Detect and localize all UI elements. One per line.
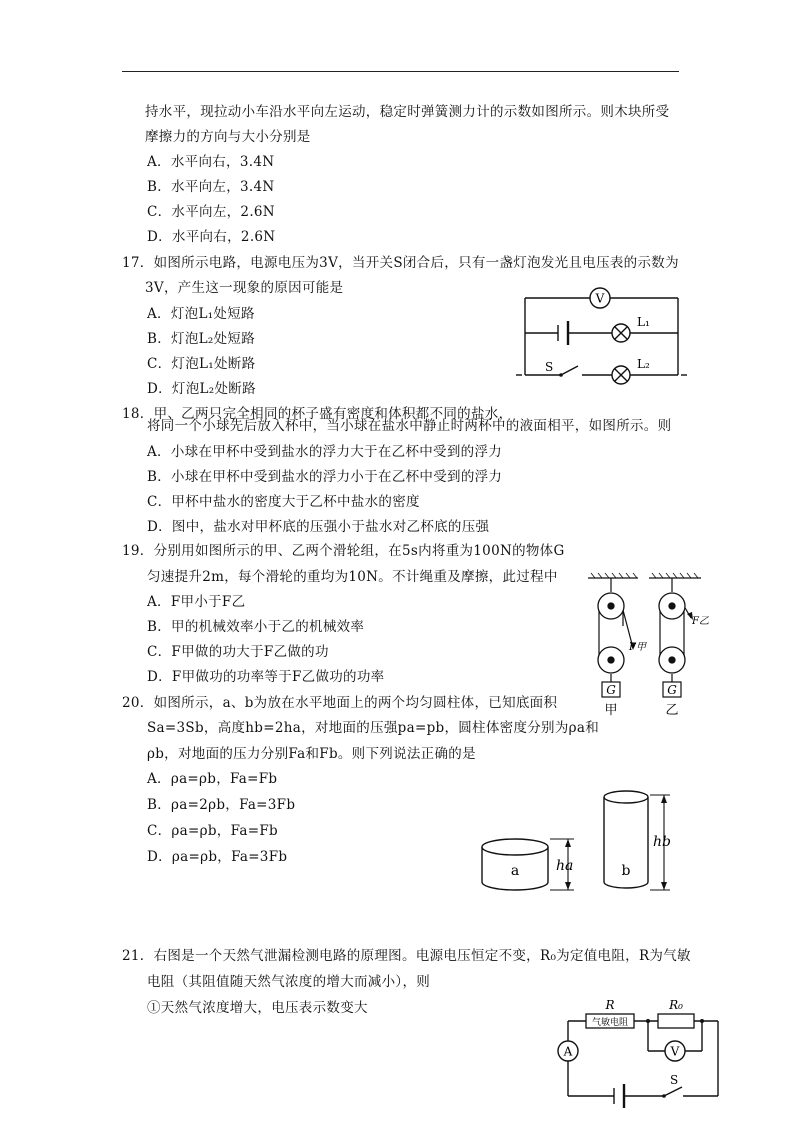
height-b-label: hb (653, 834, 671, 850)
height-a-label: ha (556, 858, 574, 874)
q17-circuit-diagram (510, 283, 695, 388)
switch-label: S (545, 360, 554, 374)
svg-text:气敏电阻: 气敏电阻 (591, 1018, 629, 1028)
q20-option-b: B．ρa=2ρb，Fa=3Fb (147, 797, 296, 813)
lamp-l2-icon (612, 366, 630, 384)
q20-option-c: C．ρa=ρb，Fa=Fb (147, 823, 278, 839)
gas-sensor-resistor (586, 1014, 634, 1028)
force-left-label: F甲 (629, 642, 646, 653)
q21-line-1: 21．右图是一个天然气泄漏检测电路的原理图。电源电压恒定不变，R₀为定值电阻，R为气敏 (122, 948, 691, 964)
q21-line-3: ①天然气浓度增大，电压表示数变大 (147, 1000, 368, 1016)
ammeter-icon (558, 1041, 578, 1061)
q18-option-b: B．小球在甲杯中受到盐水的浮力小于在乙杯中受到的浮力 (147, 469, 503, 485)
pulley-left-fixed-icon (598, 593, 624, 619)
svg-text:V: V (595, 291, 605, 306)
q16-line-1: 持水平，现拉动小车沿水平向左运动，稳定时弹簧测力计的示数如图所示。则木块所受 (145, 104, 670, 120)
resistor-r-label: R (605, 998, 615, 1012)
q19-option-c: C．F甲做的功大于F乙做的功 (147, 644, 329, 660)
pulley-left-movable-icon (598, 647, 624, 673)
q16-line-2: 摩擦力的方向与大小分别是 (145, 129, 311, 145)
q20-option-d: D．ρa=ρb，Fa=3Fb (147, 849, 288, 865)
q20-line-1: 20．如图所示，a、b为放在水平地面上的两个均匀圆柱体，已知底面积 (122, 695, 558, 711)
q19-option-b: B．甲的机械效率小于乙的机械效率 (147, 619, 365, 635)
q21-line-2: 电阻（其阻值随天然气浓度的增大而减小），则 (147, 974, 431, 990)
q19-option-d: D．F甲做功的功率等于F乙做功的功率 (147, 669, 385, 685)
q17-option-d: D．灯泡L₂处断路 (147, 381, 256, 397)
lamp-l1-icon (612, 324, 630, 342)
voltmeter-icon (590, 288, 610, 308)
weight-right-box (663, 682, 681, 697)
q19-line-1: 19．分别用如图所示的甲、乙两个滑轮组，在5s内将重为100N的物体G (122, 543, 565, 559)
label-yi: 乙 (665, 703, 679, 718)
q16-option-d: D．水平向右，2.6N (147, 229, 276, 245)
pulley-right-movable-icon (659, 647, 685, 673)
resistor-r0-label: R₀ (669, 998, 683, 1012)
q17-line-1: 17．如图所示电路，电源电压为3V，当开关S闭合后，只有一盏灯泡发光且电压表的示数为 (122, 255, 679, 271)
q18-option-c: C．甲杯中盐水的密度大于乙杯中盐水的密度 (147, 494, 420, 510)
lamp-l2-label: L₂ (637, 357, 650, 371)
svg-text:G: G (667, 683, 677, 697)
q17-line-2: 3V，产生这一现象的原因可能是 (145, 280, 344, 296)
switch-label: S (670, 1073, 679, 1087)
weight-left-box (602, 682, 620, 697)
cylinder-b-label: b (621, 863, 631, 879)
q20-line-2: Sa=3Sb，高度hb=2ha，对地面的压强pa=pb，圆柱体密度分别为ρa和 (147, 720, 600, 736)
pulley-right-fixed-icon (659, 593, 685, 619)
svg-text:A: A (563, 1044, 573, 1059)
q19-line-2: 匀速提升2m，每个滑轮的重均为10N。不计绳重及摩擦，此过程中 (147, 569, 558, 585)
cylinder-a-label: a (510, 863, 520, 879)
header-rule (122, 71, 679, 72)
q18-line-2: 将同一个小球先后放入杯中，当小球在盐水中静止时两杯中的液面相平，如图所示。则 (147, 418, 672, 434)
q17-option-c: C．灯泡L₁处断路 (147, 356, 256, 372)
q20-line-3: ρb，对地面的压力分别Fa和Fb。则下列说法正确的是 (147, 746, 476, 762)
label-jia: 甲 (604, 703, 618, 718)
q18-option-a: A．小球在甲杯中受到盐水的浮力大于在乙杯中受到的浮力 (147, 444, 503, 460)
force-right-label: F乙 (692, 616, 709, 627)
q17-option-a: A．灯泡L₁处短路 (147, 306, 255, 322)
svg-text:G: G (606, 683, 616, 697)
q17-option-b: B．灯泡L₂处短路 (147, 331, 255, 347)
voltmeter-icon (665, 1041, 685, 1061)
q16-option-a: A．水平向右，3.4N (147, 154, 275, 170)
q18-line-1: 18．甲、乙两只完全相同的杯子盛有密度和体积都不同的盐水， (122, 406, 513, 422)
q20-option-a: A．ρa=ρb，Fa=Fb (147, 771, 278, 787)
q16-option-c: C．水平向左，2.6N (147, 204, 275, 220)
q20-cylinder-diagram (470, 782, 690, 897)
q16-option-b: B．水平向左，3.4N (147, 179, 275, 195)
q21-circuit-diagram (548, 996, 728, 1111)
q19-option-a: A．F甲小于F乙 (147, 594, 246, 610)
lamp-l1-label: L₁ (637, 315, 650, 329)
q19-pulley-diagram (583, 570, 713, 720)
svg-text:V: V (670, 1044, 680, 1059)
fixed-resistor-r0 (658, 1014, 694, 1028)
q18-option-d: D．图中，盐水对甲杯底的压强小于盐水对乙杯底的压强 (147, 519, 490, 535)
